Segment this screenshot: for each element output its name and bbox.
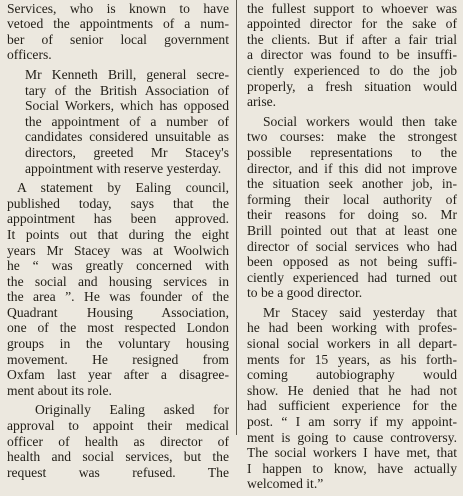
text-line: request was refused. The [7,464,229,480]
left-column [7,0,229,484]
text-line: director of social services who had [247,238,457,254]
text-line: the fullest support to whoever was [247,0,457,16]
text-line: sional social workers in all depart- [247,336,457,352]
text-line: coming autobiography would [247,367,457,383]
text-line: ciently experienced had turned out [247,269,457,285]
text-line: years Mr Stacey was at Woolwich [7,242,229,258]
paragraph [247,0,457,110]
text-line: directors, greeted Mr Stacey's [25,144,229,160]
text-line: appointment with reserve yesterday. [25,160,222,176]
text-line: director, and if this did not improve [247,160,457,176]
text-line: ment is going to cause controversy. [247,429,457,445]
text-line: appointment has been approved. [7,211,229,227]
text-line: published today, says that the [7,195,229,211]
text-line: ments for 15 years, as his forth- [247,351,457,367]
paragraph [247,305,457,492]
text-line: to be a good director. [247,285,363,301]
text-line: Brill pointed out that at least one [247,222,457,238]
text-line: Quadrant Housing Association, [7,304,229,320]
paragraph [7,0,229,63]
text-line: groups in the voluntary housing [7,336,229,352]
text-line: the social and housing services in [7,273,229,289]
text-line: he “ was greatly concerned with [7,258,229,274]
text-line: A statement by Ealing council, [17,180,229,196]
text-line: ber of senior local government [7,31,229,47]
text-line: been opposed as not being suffi- [247,254,457,270]
text-line: officers. [7,47,52,63]
text-line: the clients. But if after a fair trial [247,31,457,47]
text-line: officer of health as director of [7,433,229,449]
text-line: Services, who is known to have [7,0,229,16]
text-line: ciently experienced to do the job [247,62,457,78]
text-line: post. “ I am sorry if my appoint- [247,414,457,430]
text-line: Originally Ealing asked for [35,402,229,418]
text-line: properly, a fresh situation would [247,78,457,94]
text-line: candidates considered unsuitable as [25,129,229,145]
text-line: health and social services, but the [7,449,229,465]
text-line: one of the most respected London [7,320,229,336]
text-line: Social Workers, which has opposed [25,98,229,114]
text-line: Social workers would then take [263,113,457,129]
column-rule [236,0,237,435]
text-line: vetoed the appointments of a num- [7,16,229,32]
text-line: the area ”. He was founder of the [7,289,229,305]
text-line: Mr Stacey said yesterday that [263,304,457,320]
paragraph [7,67,229,176]
paragraph [247,114,457,301]
text-line: movement. He resigned from [7,351,229,367]
text-line: tary of the British Association of [25,82,229,98]
text-line: approval to appoint their medical [7,418,229,434]
text-line: It points out that during the eight [7,226,229,242]
text-line: a director was found to be insuffi- [247,47,457,63]
text-line: the situation seek another job, in- [247,176,457,192]
paragraph [7,180,229,398]
text-line: he had been working with profes- [247,320,457,336]
text-line: forming their local authority of [247,191,457,207]
text-line: The social workers I have met, that [247,445,457,461]
right-column [247,0,457,496]
text-line: show. He denied that he had not [247,382,457,398]
text-line: welcomed it.” [247,476,324,492]
text-line: their reasons for doing so. Mr [247,207,457,223]
text-line: ment about its role. [7,382,112,398]
text-line: had sufficient experience for the [247,398,457,414]
text-line: appointed director for the sake of [247,16,457,32]
text-line: arise. [247,94,277,110]
text-line: possible representations to the [247,144,457,160]
text-line: I happen to know, have actually [247,460,457,476]
text-line: Oxfam last year after a disagree- [7,367,229,383]
paragraph [7,402,229,480]
text-line: two courses: make the strongest [247,129,457,145]
text-line: the appointment of a number of [25,113,229,129]
text-line: Mr Kenneth Brill, general secre- [25,66,229,82]
